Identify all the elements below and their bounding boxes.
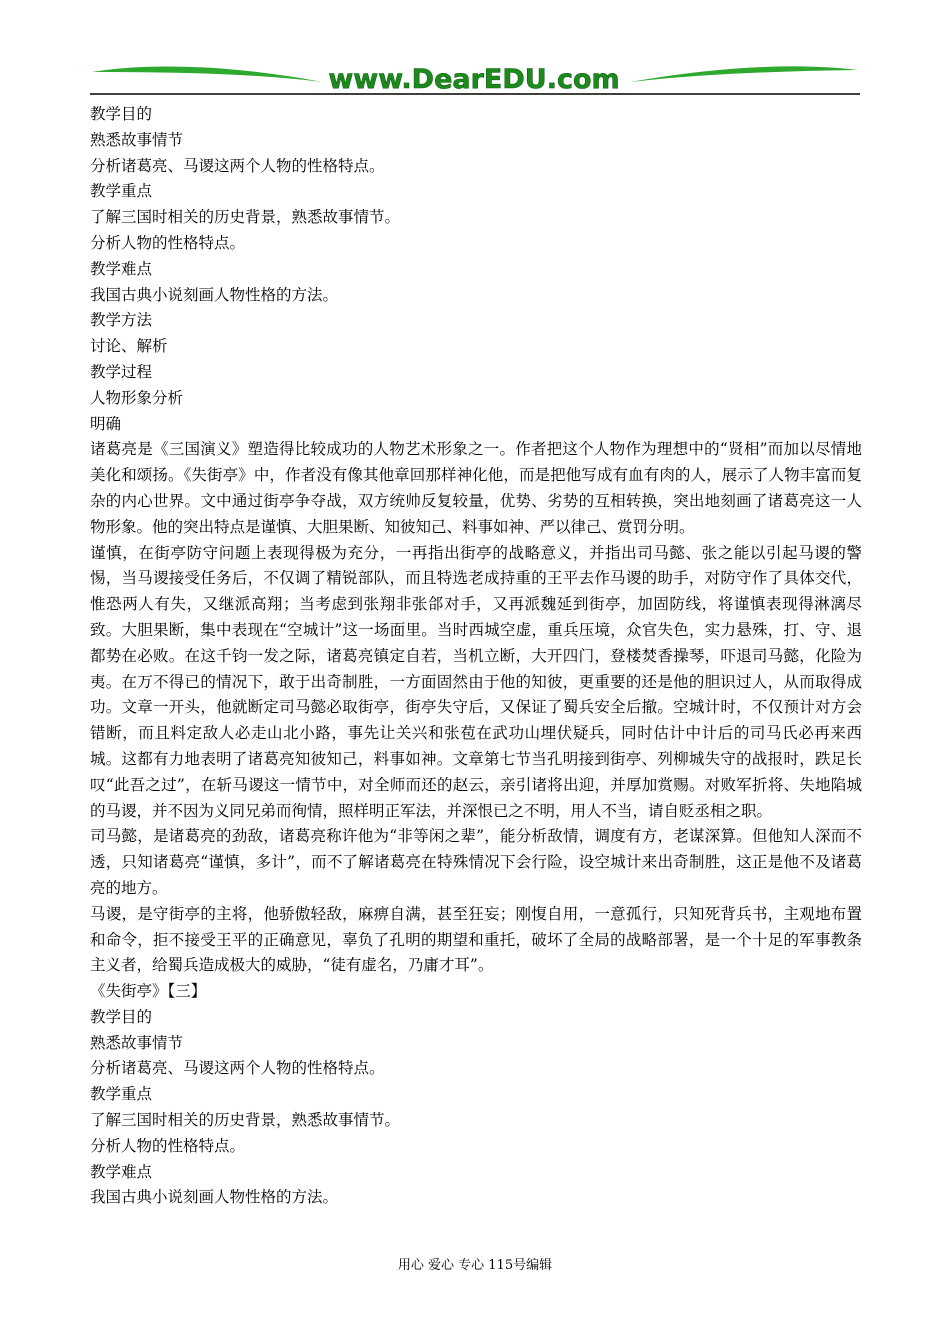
dearedu-logo-banner bbox=[90, 58, 860, 98]
left-swoosh-icon bbox=[92, 67, 322, 82]
heading-teaching-process: 教学过程 bbox=[90, 362, 153, 381]
text-line: 了解三国时相关的历史背景，熟悉故事情节。 bbox=[90, 1111, 401, 1130]
heading-teaching-methods: 教学方法 bbox=[90, 311, 153, 330]
document-body bbox=[90, 102, 862, 1211]
text-line: 我国古典小说刻画人物性格的方法。 bbox=[90, 1188, 339, 1207]
paragraph-sima-yi: 司马懿，是诸葛亮的劲敌，诸葛亮称许他为“非等闲之辈”，能分析敌情，调度有方，老谋深算。但他知人深而不透，只知诸葛亮“谨慎，多计”，而不了解诸葛亮在特殊情况下会行险，设空城计来出奇制胜，这正是他不及诸葛亮的地方。 bbox=[90, 827, 862, 897]
text-line: 分析人物的性格特点。 bbox=[90, 233, 246, 252]
section-heading: 《失街亭》【三】 bbox=[90, 982, 207, 1001]
text-line: 分析诸葛亮、马谡这两个人物的性格特点。 bbox=[90, 156, 385, 175]
text-line: 熟悉故事情节 bbox=[90, 1033, 184, 1052]
heading-difficult-points: 教学难点 bbox=[90, 259, 153, 278]
text-line: 熟悉故事情节 bbox=[90, 130, 184, 149]
heading-key-points: 教学重点 bbox=[90, 182, 153, 201]
right-swoosh-icon bbox=[630, 66, 858, 82]
text-line: 人物形象分析 bbox=[90, 388, 184, 407]
paragraph-zhuge-liang: 诸葛亮是《三国演义》塑造得比较成功的人物艺术形象之一。作者把这个人物作为理想中的“贤相”而加以尽情地美化和颂扬。《失街亭》中，作者没有像其他章回那样神化他，而是把他写成有血有肉的人，展示了人物丰富而复杂的内心世界。文中通过街亭争夺战，双方统帅反复较量，优势、劣势的互相转换，突出地刻画了诸葛亮这一人物形象。他的突出特点是谨慎、大胆果断、知彼知己、料事如神、严以律己、赏罚分明。 bbox=[90, 440, 862, 536]
text-line: 分析诸葛亮、马谡这两个人物的性格特点。 bbox=[90, 1059, 385, 1078]
paragraph-ma-su: 马谡，是守街亭的主将，他骄傲轻敌，麻痹自满，甚至狂妄；刚愎自用，一意孤行，只知死背兵书，主观地布置和命令，拒不接受王平的正确意见，辜负了孔明的期望和重托，破坏了全局的战略部署，是一个十足的军事教条主义者，给蜀兵造成极大的威胁，“徒有虚名，乃庸才耳”。 bbox=[90, 904, 862, 975]
heading-teaching-goals: 教学目的 bbox=[90, 105, 153, 123]
heading-key-points: 教学重点 bbox=[90, 1085, 153, 1104]
heading-teaching-goals: 教学目的 bbox=[90, 1007, 153, 1026]
paragraph-cautious: 谨慎，在街亭防守问题上表现得极为充分，一再指出街亭的战略意义，并指出司马懿、张之能以引起马谡的警惕，当马谡接受任务后，不仅调了精锐部队，而且特选老成持重的王平去作马谡的助手，对防守作了具体交代，惟恐两人有失，又继派高翔；当考虑到张翔非张郃对手，又再派魏延到街亭，加固防线，将谨慎表现得淋漓尽致。大胆果断，集中表现在“空城计”这一场面里。当时西城空虚，重兵压境，众官失色，实力悬殊，打、守、退都势在必败。在这千钧一发之际，诸葛亮镇定自若，当机立断，大开四门，登楼焚香操琴，吓退司马懿，化险为夷。在万不得已的情况下，敢于出奇制胜，一方面固然由于他的知彼，更重要的还是他的胆识过人，从而取得成功。文章一开头，他就断定司马懿必取街亭，街亭失守后，又保证了蜀兵安全后撤。空城计时，不仅预计对方会错断，而且料定敌人必走山北小路，事先让关兴和张苞在武功山埋伏疑兵，同时估计中计后的司马氏必再来西城。这都有力地表明了诸葛亮知彼知己，料事如神。文章第七节当孔明接到街亭、列柳城失守的战报时，跌足长叹“此吾之过”，在斩马谡这一情节中，对全师而还的赵云，亲引诸将出迎，并厚加赏赐。对败军折将、失地陷城的马谡，并不因为义同兄弟而徇情，照样明正军法，并深恨已之不明，用人不当，请自贬丞相之职。 bbox=[90, 543, 862, 820]
page-footer: 用心 爱心 专心 115号编辑 bbox=[397, 1258, 553, 1273]
text-line: 讨论、解析 bbox=[90, 337, 168, 356]
text-line: 了解三国时相关的历史背景，熟悉故事情节。 bbox=[90, 208, 401, 227]
heading-difficult-points: 教学难点 bbox=[90, 1162, 153, 1181]
text-line: 我国古典小说刻画人物性格的方法。 bbox=[90, 285, 339, 304]
site-header bbox=[90, 58, 860, 98]
text-line: 明确 bbox=[90, 414, 122, 433]
logo-text: www.DearEDU.com bbox=[328, 64, 620, 95]
text-line: 分析人物的性格特点。 bbox=[90, 1136, 246, 1155]
